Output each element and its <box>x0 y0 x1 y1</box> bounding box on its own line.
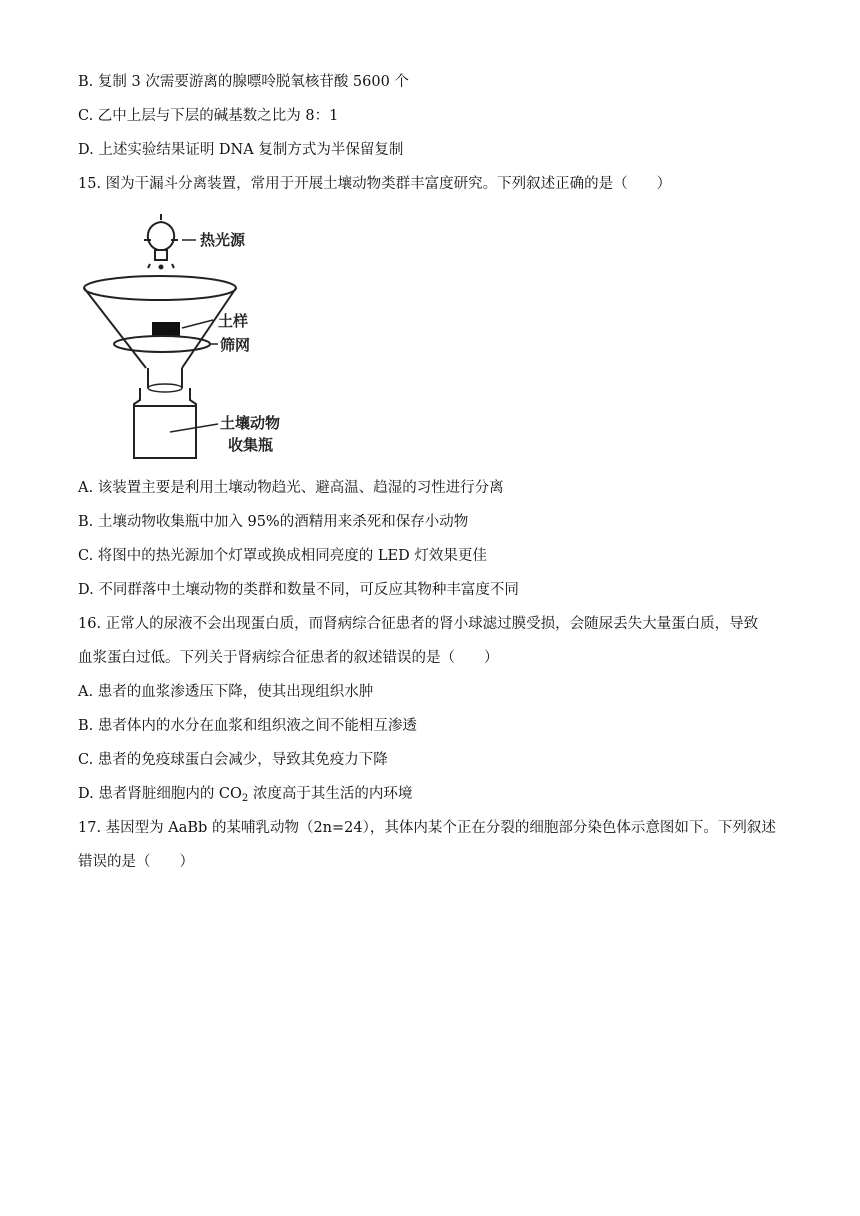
q16-option-b: B. 患者体内的水分在血浆和组织液之间不能相互渗透 <box>78 718 417 734</box>
collection-bottle <box>134 388 196 458</box>
label-sieve: 筛网 <box>220 336 251 354</box>
q15-option-b: B. 土壤动物收集瓶中加入 95%的酒精用来杀死和保存小动物 <box>78 514 469 530</box>
label-soil-sample: 土样 <box>218 312 249 330</box>
q16-stem-line2: 血浆蛋白过低。下列关于肾病综合征患者的叙述错误的是（ ） <box>78 650 499 666</box>
q16-option-d-sub: 2 <box>241 793 249 804</box>
q15-option-d: D. 不同群落中土壤动物的类群和数量不同，可反应其物种丰富度不同 <box>78 582 519 598</box>
q14-option-d: D. 上述实验结果证明 DNA 复制方式为半保留复制 <box>78 142 404 158</box>
q16-option-c: C. 患者的免疫球蛋白会减少，导致其免疫力下降 <box>78 752 388 768</box>
q16-option-d-post: 浓度高于其生活的内环境 <box>248 786 413 802</box>
q16-option-d-pre: D. 患者肾脏细胞内的 CO <box>78 786 242 802</box>
soil-sample <box>152 322 180 336</box>
q15-stem: 15. 图为干漏斗分离装置，常用于开展土壤动物类群丰富度研究。下列叙述正确的是（ ） <box>78 176 672 192</box>
q16-option-d <box>78 784 412 804</box>
q17-stem-line1: 17. 基因型为 AaBb 的某哺乳动物（2n=24），其体内某个正在分裂的细胞部分染色体示意图如下。下列叙述 <box>78 820 776 836</box>
q16-option-a: A. 患者的血浆渗透压下降，使其出现组织水肿 <box>78 684 374 700</box>
label-collection-bottle-line2: 收集瓶 <box>228 436 274 454</box>
q14-option-b: B. 复制 3 次需要游离的腺嘌呤脱氧核苷酸 5600 个 <box>78 74 409 90</box>
q15-option-a: A. 该装置主要是利用土壤动物趋光、避高温、趋湿的习性进行分离 <box>78 480 504 496</box>
dry-funnel-figure <box>78 210 318 470</box>
funnel-rim <box>84 276 236 300</box>
dry-funnel-diagram <box>78 210 318 470</box>
q16-stem-line1: 16. 正常人的尿液不会出现蛋白质，而肾病综合征患者的肾小球滤过膜受损，会随尿丢失大量蛋白质，导致 <box>78 616 759 632</box>
q14-option-c: C. 乙中上层与下层的碱基数之比为 8：1 <box>78 108 339 124</box>
label-heat-source: 热光源 <box>200 231 246 249</box>
q17-stem-line2: 错误的是（ ） <box>78 854 194 870</box>
heat-lamp-icon <box>144 214 178 269</box>
q15-option-c: C. 将图中的热光源加个灯罩或换成相同亮度的 LED 灯效果更佳 <box>78 548 487 564</box>
label-collection-bottle-line1: 土壤动物 <box>220 414 281 432</box>
